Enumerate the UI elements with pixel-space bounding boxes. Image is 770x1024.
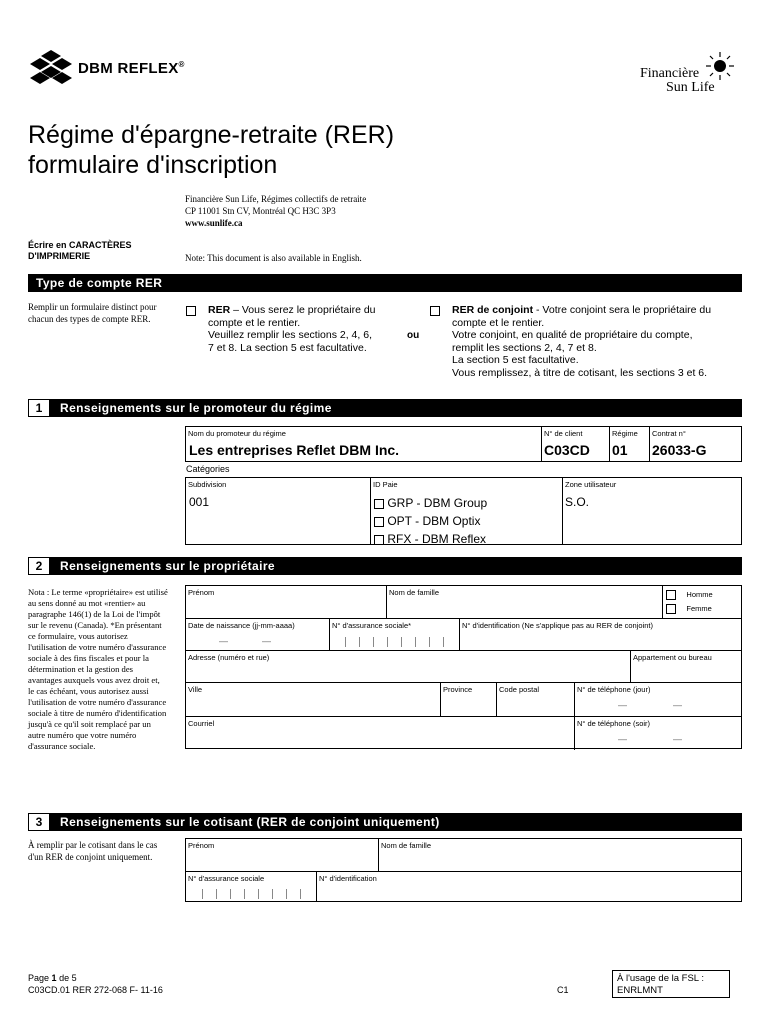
owner-sin-label: N° d'assurance sociale*: [332, 621, 412, 630]
contrib-id-label: N° d'identification: [319, 874, 377, 883]
option-spousal-text: [452, 304, 711, 379]
page-prefix: Page: [28, 973, 50, 983]
phone-eve-sep-2: —: [673, 734, 682, 744]
gender-homme[interactable]: [666, 588, 713, 602]
contrib-sin-label: N° d'assurance sociale: [188, 874, 265, 883]
dob-separator-1: —: [219, 636, 228, 646]
page-title: [28, 120, 394, 180]
gender-femme[interactable]: [666, 602, 713, 616]
owner-sin-combs[interactable]: [332, 637, 457, 647]
section3-bar-label: Renseignements sur le cotisant (RER de conjoint uniquement): [60, 815, 440, 829]
id-paie-option-rfx[interactable]: [374, 530, 487, 548]
id-paie-option-opt-label: OPT - DBM Optix: [387, 514, 481, 528]
option-rer-line3: 7 et 8. La section 5 est facultative.: [208, 341, 367, 354]
page-number: [28, 972, 163, 984]
option-spousal-title: RER de conjoint: [452, 304, 534, 316]
address-line1: Financière Sun Life, Régimes collectifs de retraite: [185, 194, 367, 204]
option-spousal-line5: Vous remplissez, à titre de cotisant, les sections 3 et 6.: [452, 366, 708, 379]
owner-phone-eve-label: N° de téléphone (soir): [577, 719, 651, 728]
id-paie-option-opt[interactable]: [374, 512, 487, 530]
brand-left-text: DBM REFLEX®: [78, 60, 185, 77]
contract-label: Contrat n°: [652, 429, 686, 438]
print-caps-note: [28, 240, 132, 262]
subdivision-label: Subdivision: [188, 480, 227, 489]
subdivision-value: 001: [189, 495, 210, 509]
section2-side-note: Nota : Le terme «propriétaire» est utilisé au sens donné au mot «rentier» au paragraphe 146(1) de la Loi de l'impôt sur le revenu (Canada). *En présentant ce formulaire, vous autorisez l'utilisation de votre numéro d'assurance sociale à des fins fiscales et pour la détermination et la gestion des avantages auxquels vous avez droit et, le cas échéant, vous autorisez aussi l'utilisation de votre numéro d'assurance sociale à titre de numéro d'identification jusqu'à ce qu'il soit remplacé par un autre numéro que votre numéro d'assurance sociale.: [28, 587, 168, 751]
owner-postal-label: Code postal: [499, 685, 540, 694]
section3-side-note: À remplir par le cotisant dans le cas d'un RER de conjoint uniquement.: [28, 840, 158, 862]
owner-city-label: Ville: [188, 685, 203, 694]
spousal-rer-checkbox[interactable]: [430, 306, 440, 316]
account-type-bar: [28, 274, 742, 292]
contrib-sin-combs[interactable]: [189, 889, 314, 899]
regime-value: 01: [612, 442, 628, 458]
contrib-prenom-label: Prénom: [188, 841, 215, 850]
page-current: 1: [51, 973, 57, 983]
caps-note-line2: D'IMPRIMERIE: [28, 251, 91, 261]
zone-label: Zone utilisateur: [565, 480, 617, 489]
id-paie-options: [374, 494, 487, 548]
dbm-reflex-logo: [28, 48, 228, 88]
categories-label: Catégories: [186, 464, 230, 474]
owner-province-label: Province: [443, 685, 473, 694]
phone-eve-sep-1: —: [618, 734, 627, 744]
address-line2: CP 11001 Stn CV, Montréal QC H3C 3P3: [185, 206, 336, 216]
gender-femme-label: Femme: [686, 604, 712, 613]
section1-bar-label: Renseignements sur le promoteur du régime: [60, 401, 332, 415]
section2-bar-label: Renseignements sur le propriétaire: [60, 559, 275, 573]
option-spousal-line3: remplit les sections 2, 4, 7 et 8.: [452, 341, 597, 354]
client-no-label: N° de client: [544, 429, 583, 438]
owner-apt-label: Appartement ou bureau: [633, 653, 712, 662]
caps-note-line1: Écrire en CARACTÈRES: [28, 240, 132, 250]
owner-phone-day-label: N° de téléphone (jour): [577, 685, 651, 694]
gender-homme-label: Homme: [686, 590, 713, 599]
address-block: [185, 193, 366, 229]
id-paie-option-grp-label: GRP - DBM Group: [387, 496, 488, 510]
section3-number: 3: [28, 813, 50, 831]
categories-box: [185, 477, 742, 545]
contributor-form: [185, 838, 742, 902]
owner-email-label: Courriel: [188, 719, 215, 728]
sponsor-row: [185, 426, 742, 462]
cubes-logo-icon: [28, 48, 74, 88]
page-mid: de: [59, 973, 70, 983]
website-link[interactable]: www.sunlife.ca: [185, 218, 243, 228]
owner-dob-label: Date de naissance (jj-mm-aaaa): [188, 621, 295, 630]
section1-bar: [28, 399, 742, 417]
or-label: ou: [407, 330, 420, 341]
section2-number: 2: [28, 557, 50, 575]
rer-checkbox[interactable]: [186, 306, 196, 316]
phone-day-sep-2: —: [673, 700, 682, 710]
brand-right-line2: Sun Life: [666, 80, 715, 95]
dob-separator-2: —: [262, 636, 271, 646]
section1-number: 1: [28, 399, 50, 417]
owner-nom-label: Nom de famille: [389, 588, 440, 597]
option-rer-text: [208, 304, 376, 354]
account-type-bar-label: Type de compte RER: [36, 276, 163, 290]
zone-value: S.O.: [565, 495, 590, 509]
footer-left: [28, 972, 163, 996]
owner-address-label: Adresse (numéro et rue): [188, 653, 270, 662]
form-code: C03CD.01 RER 272-068 F- 11-16: [28, 985, 163, 995]
owner-form: [185, 585, 742, 749]
english-note: Note: This document is also available in English.: [185, 253, 362, 263]
owner-prenom-label: Prénom: [188, 588, 215, 597]
section3-bar: [28, 813, 742, 831]
id-paie-label: ID Paie: [373, 480, 398, 489]
option-spousal-line0: - Votre conjoint sera le propriétaire du: [536, 304, 712, 316]
contract-value: 26033-G: [652, 442, 707, 458]
option-rer-line1: compte et le rentier.: [208, 316, 301, 329]
brand-right-line1: Financière: [640, 66, 700, 81]
phone-day-sep-1: —: [618, 700, 627, 710]
regime-label: Régime: [612, 429, 638, 438]
contrib-nom-label: Nom de famille: [381, 841, 432, 850]
sun-logo-icon: [704, 50, 736, 80]
office-use-box: [612, 970, 730, 998]
id-paie-option-grp[interactable]: [374, 494, 487, 512]
owner-id-label: N° d'identification (Ne s'applique pas au RER de conjoint): [462, 621, 653, 630]
sponsor-name-label: Nom du promoteur du régime: [188, 429, 286, 438]
sun-life-logo: [630, 48, 750, 98]
office-use-label: À l'usage de la FSL :: [617, 973, 705, 984]
gender-options: [666, 588, 713, 616]
footer-c1: C1: [557, 985, 569, 995]
sponsor-name-value: Les entreprises Reflet DBM Inc.: [189, 442, 400, 458]
account-type-side-note: Remplir un formulaire distinct pour chacun des types de compte RER.: [28, 302, 157, 324]
option-rer-line0: – Vous serez le propriétaire du: [233, 304, 376, 316]
id-paie-option-rfx-label: RFX - DBM Reflex: [387, 532, 487, 546]
page-total: 5: [71, 973, 77, 983]
option-spousal-line4: La section 5 est facultative.: [452, 354, 579, 366]
title-line2: formulaire d'inscription: [28, 151, 278, 179]
option-spousal-line1: compte et le rentier.: [452, 316, 545, 329]
option-rer-title: RER: [208, 304, 231, 316]
title-line1: Régime d'épargne-retraite (RER): [28, 121, 395, 149]
office-use-code: ENRLMNT: [617, 985, 663, 996]
section2-bar: [28, 557, 742, 575]
client-no-value: C03CD: [544, 442, 590, 458]
option-spousal-line2: Votre conjoint, en qualité de propriétaire du compte,: [452, 329, 693, 341]
option-rer-line2: Veuillez remplir les sections 2, 4, 6,: [208, 329, 372, 341]
